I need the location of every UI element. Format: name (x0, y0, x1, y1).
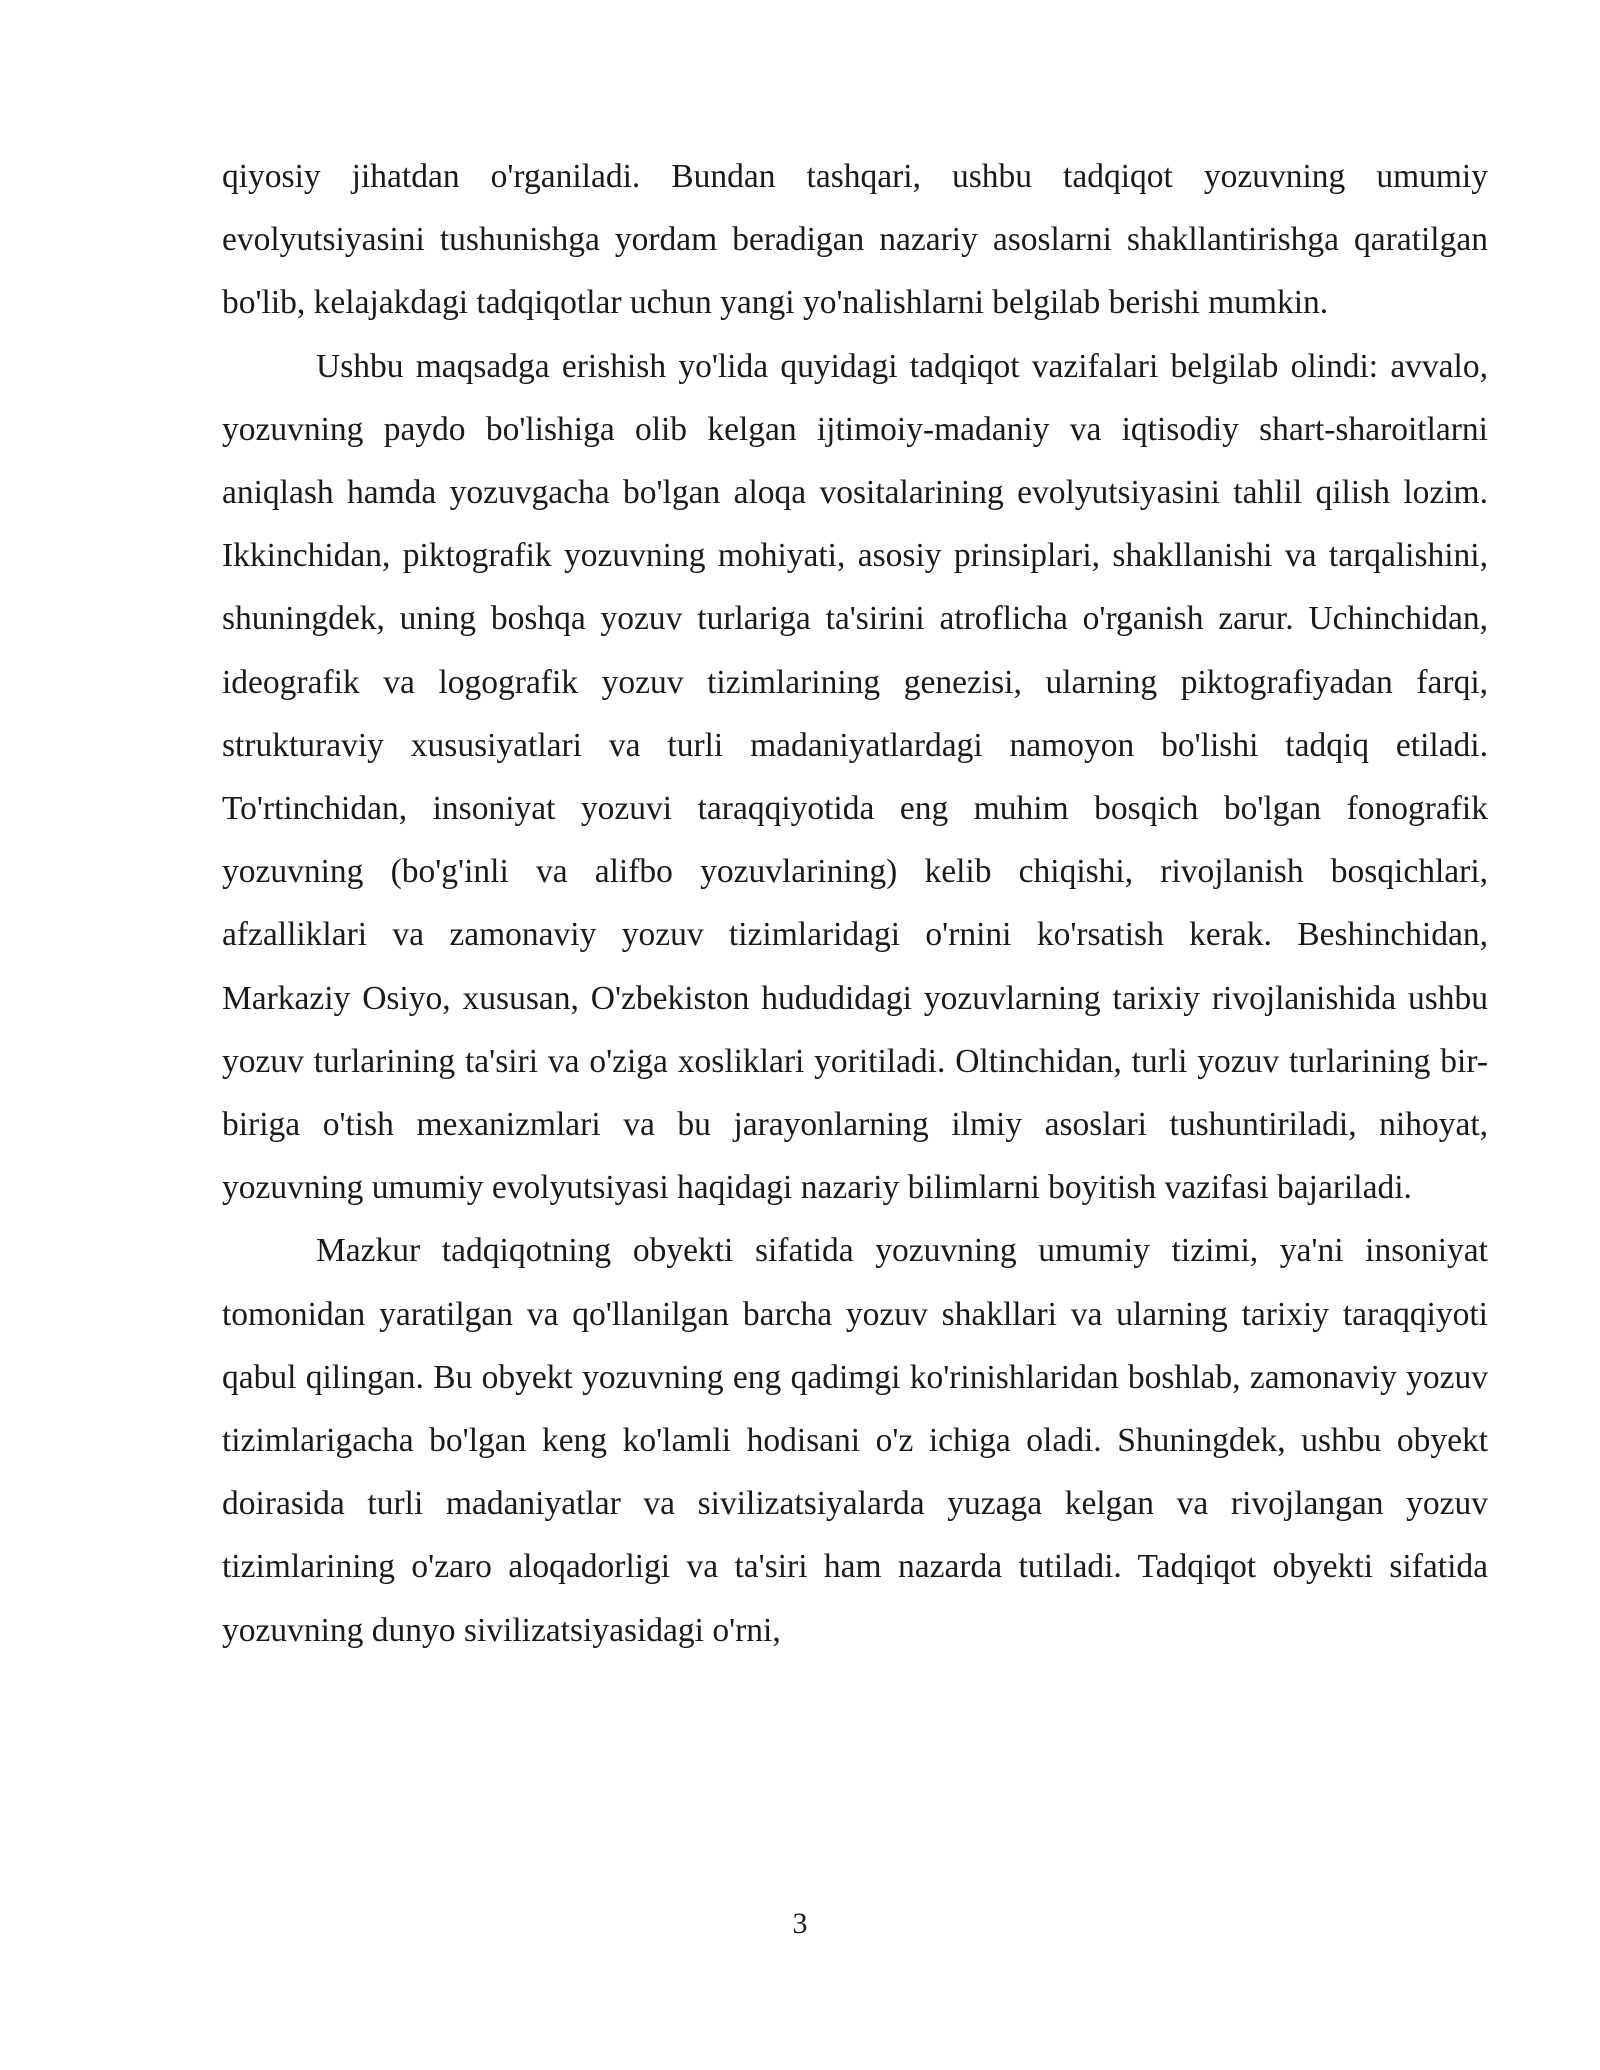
paragraph-continuation: qiyosiy jihatdan o'rganiladi. Bundan tashqari, ushbu tadqiqot yozuvning umumiy evolyutsiyasini tushunishga yordam beradigan nazariy asoslarni shakllantirishga qaratilgan bo'lib, kelajakdagi tadqiqotlar uchun yangi yo'nalishlarni belgilab berishi mumkin. (222, 158, 1488, 322)
paragraph-research-tasks: Ushbu maqsadga erishish yo'lida quyidagi tadqiqot vazifalari belgilab olindi: avvalo, yozuvning paydo bo'lishiga olib kelgan ijtimoiy-madaniy va iqtisodiy shart-sharoitlarni aniqlash hamda yozuvgacha bo'lgan aloqa vositalarining evolyutsiyasini tahlil qilish lozim. Ikkinchidan, piktografik yozuvning mohiyati, asosiy prinsiplari, shakllanishi va tarqalishini, shuningdek, uning boshqa yozuv turlariga ta'sirini atroflicha o'rganish zarur. Uchinchidan, ideografik va logografik yozuv tizimlarining genezisi, ularning piktografiyadan farqi, strukturaviy xususiyatlari va turli madaniyatlardagi namoyon bo'lishi tadqiq etiladi. To'rtinchidan, insoniyat yozuvi taraqqiyotida eng muhim bosqich bo'lgan fonografik yozuvning (bo'g'inli va alifbo yozuvlarining) kelib chiqishi, rivojlanish bosqichlari, afzalliklari va zamonaviy yozuv tizimlaridagi o'rnini ko'rsatish kerak. Beshinchidan, Markaziy Osiyo, xususan, O'zbekiston hududidagi yozuvlarning tarixiy rivojlanishida ushbu yozuv turlarining ta'siri va o'ziga xosliklari yoritiladi. Oltinchidan, turli yozuv turlarining bir-biriga o'tish mexanizmlari va bu jarayonlarning ilmiy asoslari tushuntiriladi, nihoyat, yozuvning umumiy evolyutsiyasi haqidagi nazariy bilimlarni boyitish vazifasi bajariladi. (222, 347, 1488, 1207)
page-number: 3 (792, 1907, 808, 1940)
paragraph-research-object: Mazkur tadqiqotning obyekti sifatida yozuvning umumiy tizimi, ya'ni insoniyat tomonidan yaratilgan va qo'llanilgan barcha yozuv shakllari va ularning tarixiy taraqqiyoti qabul qilingan. Bu obyekt yozuvning eng qadimgi ko'rinishlaridan boshlab, zamonaviy yozuv tizimlarigacha bo'lgan keng ko'lamli hodisani o'z ichiga oladi. Shuningdek, ushbu obyekt doirasida turli madaniyatlar va sivilizatsiyalarda yuzaga kelgan va rivojlangan yozuv tizimlarining o'zaro aloqadorligi va ta'siri ham nazarda tutiladi. Tadqiqot obyekti sifatida yozuvning dunyo sivilizatsiyasidagi o'rni, (222, 1232, 1488, 1649)
body-text (222, 145, 1488, 1662)
